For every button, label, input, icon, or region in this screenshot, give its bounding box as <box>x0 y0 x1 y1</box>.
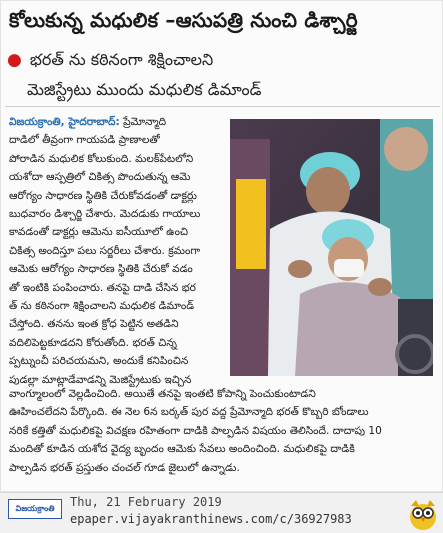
body-line: చికిత్స అందిస్తూ పలు సర్జరీలు చేశారు. క్రమంగా <box>9 244 201 257</box>
headline: కోలుకున్న మధులిక –ఆసుపత్రి నుంచి డిశ్చార్జి <box>9 8 358 32</box>
epaper-footer <box>0 492 443 533</box>
subhead-1: ● భరత్ ను కఠినంగా శిక్షించాలని <box>7 50 214 70</box>
body-line: ప్పట్నుంచీ పరిచయమని, అందుకే కనిపించిన <box>9 355 189 368</box>
body-line: వాంగ్మూలంలో వెల్లడించింది. అయితే తనపై ఇంతటి కోపాన్ని పెంచుకుంటాడని <box>9 388 316 400</box>
body-line: మందితో కూడిన యశోద వైద్య బృందం ఆమెకు సేవలు అందించింది. మధులికపై దాడికి <box>9 443 355 456</box>
body-line: దాడిలో తీవ్రంగా గాయపడి ప్రాణాలతో <box>9 134 160 147</box>
news-photo <box>230 119 433 376</box>
subhead-2: మెజిస్ట్రేటు ముందు మధులిక డిమాండ్ <box>27 80 262 99</box>
body-line: తో ఇంటికి పంపించారు. తనపై దాడి చేసిన భర <box>9 281 196 294</box>
body-line: పాల్పడిన భరత్ ప్రస్తుతం చంచల్ గూడ జైలులో ఉన్నాడు. <box>9 461 240 474</box>
divider <box>5 106 440 107</box>
publication-date: Thu, 21 February 2019 <box>70 495 222 509</box>
owl-icon <box>408 497 438 531</box>
photo-illustration <box>230 119 433 376</box>
body-line: ఆమెకు ఆరోగ్యం సాధారణ స్థితికి చేరుకో వడం <box>9 263 193 276</box>
body-line: కావడంతో డాక్టర్లు ఆమెను ఐసీయూలో ఉంచి <box>9 226 189 239</box>
body-line: పుడల్లా మాట్లాడేవాడన్ని మెజిస్ట్రేటుకు ఇచ్చిన <box>9 373 192 386</box>
article-body-wide <box>9 385 437 477</box>
body-line: బుధవారం డిశ్చార్జి చేశారు. మెదడుకు గాయాలు <box>9 208 201 221</box>
newspaper-logo[interactable]: విజయక్రాంతి <box>8 499 62 519</box>
byline: విజయక్రాంతి, హైదరాబాద్: <box>9 116 120 128</box>
body-line: వదిలిపెట్టకూడదని కోరుతోంది. భరత్ చిన్న <box>9 336 177 349</box>
body-line: నరికే కత్తితో మధులికపై విచక్షణ రహితంగా దాడికి పాల్పడిన విషయం తెలిసిందే. దాదాపు 10 <box>9 424 382 437</box>
body-line: పోరాడిన మధులిక కోలుకుంది. మలక్‌పేటలోని <box>9 152 194 165</box>
body-line-1: విజయక్రాంతి, హైదరాబాద్: ప్రేమోన్మాది <box>9 116 167 128</box>
body-line: ఆరోగ్యం సాధారణ స్థితికి చేరుకోవడంతో డాక్టర్లు <box>9 189 197 202</box>
body-line: ఊహించలేదని పేర్కొంది. ఈ నెల 6న బర్కత్ పుర వద్ద ప్రేమోన్మాది భరత్ కొబ్బరి బోండాలు <box>9 406 369 419</box>
body-line: చేస్తోంది. తనను ఇంత క్రోధ పెట్టిన అతడిని <box>9 318 179 331</box>
clip-url[interactable]: epaper.vijayakranthinews.com/c/36927983 <box>70 512 352 526</box>
body-line: యశోదా ఆస్పత్రిలో చికిత్స పొందుతున్న ఆమె <box>9 171 191 184</box>
red-dot-icon: ● <box>7 50 22 70</box>
body-line: త్ ను కఠినంగా శిక్షించాలని మధులిక డిమాండ్ <box>9 300 195 313</box>
article-body-column <box>9 113 225 389</box>
